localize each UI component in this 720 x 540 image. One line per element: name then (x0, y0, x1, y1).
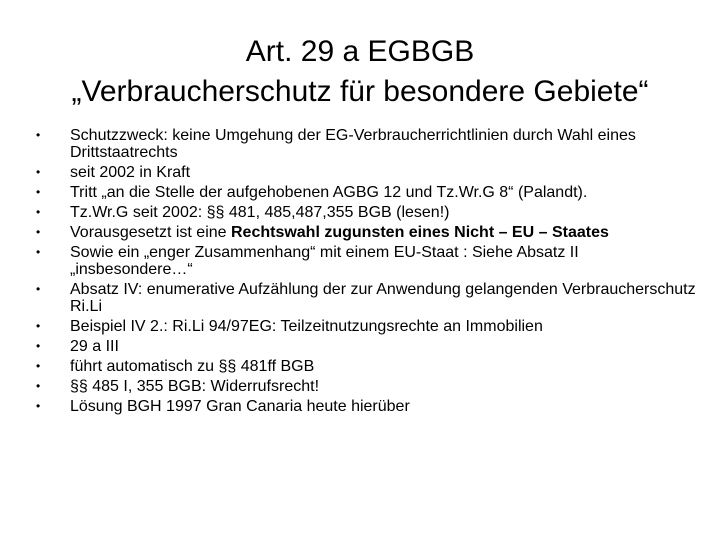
slide-title-line-1: Art. 29 a EGBGB (245, 35, 475, 68)
slide-title (20, 32, 700, 112)
bullet-dot-icon: • (36, 185, 41, 199)
bullet-item (36, 204, 696, 221)
bullet-item (36, 338, 696, 355)
bullet-text: Absatz IV: enumerative Aufzählung der zur Anwendung gelangenden Verbraucherschutz Ri.Li (70, 281, 696, 315)
bullet-text: Vorausgesetzt ist eine (70, 224, 231, 241)
bullet-dot-icon: • (36, 339, 41, 353)
bullet-dot-icon: • (36, 225, 41, 239)
bullet-dot-icon: • (36, 245, 41, 259)
bullet-item (36, 184, 696, 201)
bullet-item (36, 281, 696, 315)
bullet-item (36, 164, 696, 181)
bullet-item (36, 127, 696, 161)
bullet-text-bold: Rechtswahl zugunsten eines Nicht – EU – Staates (230, 224, 609, 241)
bullet-text: Tritt „an die Stelle der aufgehobenen AGBG 12 und Tz.Wr.G 8“ (Palandt). (70, 184, 588, 201)
bullet-dot-icon: • (36, 165, 41, 179)
bullet-dot-icon: • (36, 359, 41, 373)
bullet-item (36, 224, 696, 241)
bullet-dot-icon: • (36, 399, 41, 413)
slide-title-line-2: „Verbraucherschutz für besondere Gebiete“ (71, 75, 649, 108)
bullet-text: seit 2002 in Kraft (70, 164, 191, 181)
bullet-text: Sowie ein „enger Zusammenhang“ mit einem EU-Staat : Siehe Absatz II „insbesondere…“ (70, 244, 579, 278)
bullet-dot-icon: • (36, 379, 41, 393)
bullet-item (36, 318, 696, 335)
bullet-text: führt automatisch zu §§ 481ff BGB (70, 358, 315, 375)
bullet-dot-icon: • (36, 205, 41, 219)
bullet-dot-icon: • (36, 128, 41, 142)
bullet-item (36, 378, 696, 395)
bullet-item (36, 358, 696, 375)
bullet-dot-icon: • (36, 282, 41, 296)
bullet-text: Schutzzweck: keine Umgehung der EG-Verbraucherrichtlinien durch Wahl eines Drittstaatrechts (70, 127, 636, 161)
bullet-item (36, 398, 696, 415)
bullet-list (36, 127, 696, 418)
bullet-text: Beispiel IV 2.: Ri.Li 94/97EG: Teilzeitnutzungsrechte an Immobilien (70, 318, 543, 335)
bullet-item (36, 244, 696, 278)
bullet-text: Lösung BGH 1997 Gran Canaria heute hierüber (70, 398, 410, 415)
bullet-text: Tz.Wr.G seit 2002: §§ 481, 485,487,355 BGB (lesen!) (70, 204, 450, 221)
bullet-dot-icon: • (36, 319, 41, 333)
bullet-text: §§ 485 I, 355 BGB: Widerrufsrecht! (70, 378, 320, 395)
bullet-text: 29 a III (70, 338, 119, 355)
